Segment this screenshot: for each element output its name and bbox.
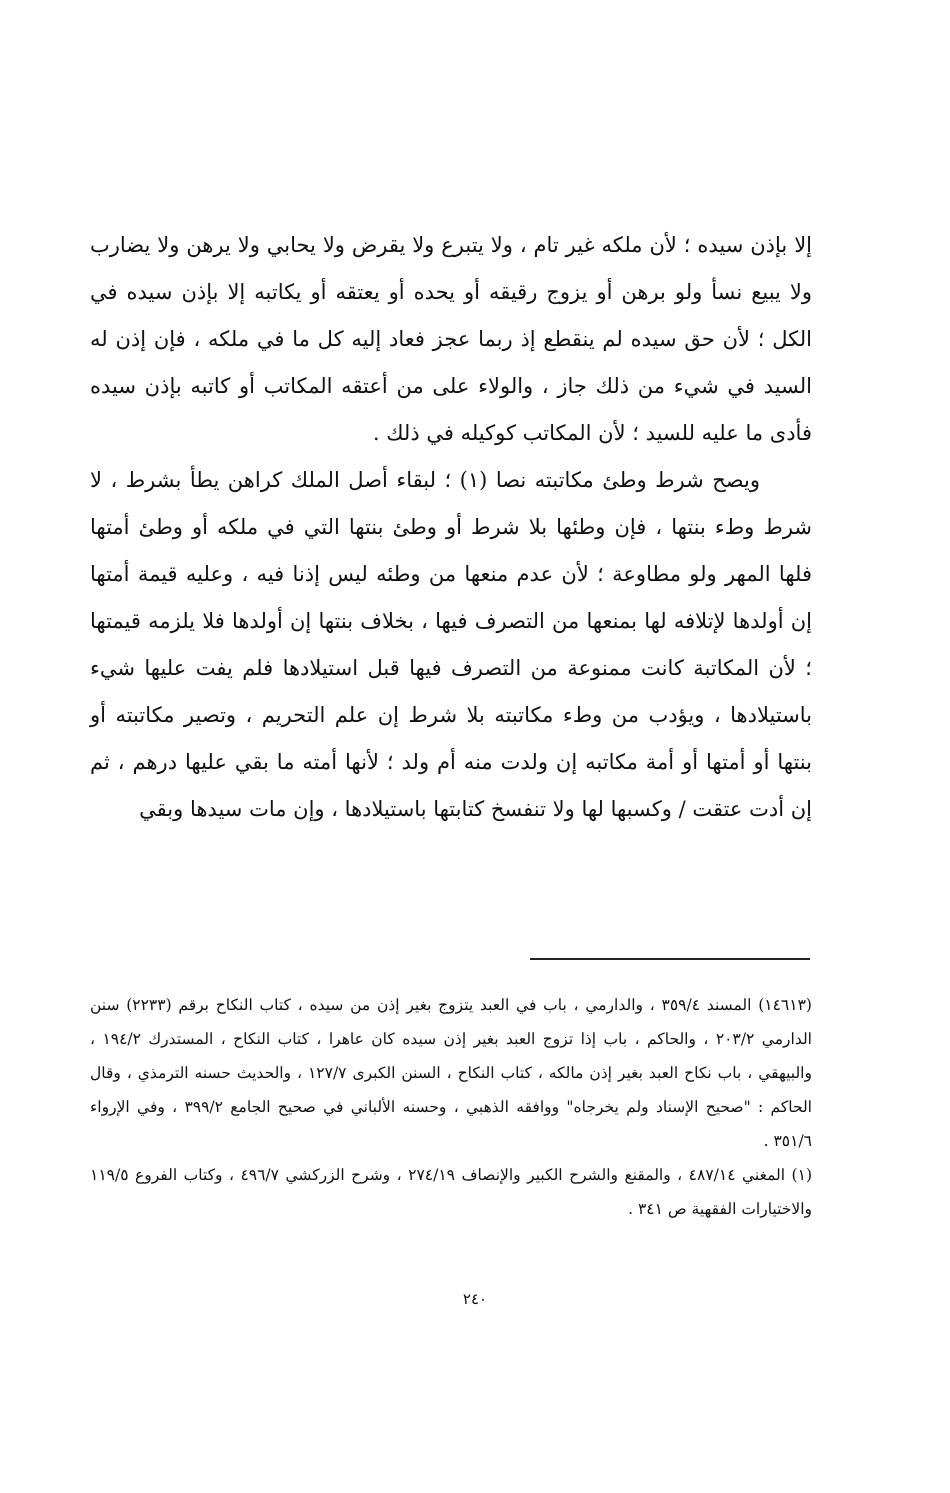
paragraph-2: ويصح شرط وطئ مكاتبته نصا (١) ؛ لبقاء أصل الملك كراهن يطأ بشرط ، لا شرط وطء بنتها ، فإن وطئها بلا شرط أو وطئ بنتها التي في ملكه أو وطئ أمتها فلها المهر ولو مطاوعة ؛ لأن عدم منعها من وطئه ليس إذنا فيه ، وعليه قيمة أمتها إن أولدها لإتلافه لها بمنعها من التصرف فيها ، بخلاف بنتها إن أولدها فلا يلزمه قيمتها ؛ لأن المكاتبة كانت ممنوعة من التصرف فيها قبل استيلادها فلم يفت عليها شيء باستيلادها ، ويؤدب من وطء مكاتبته بلا شرط إن علم التحريم ، وتصير مكاتبته أو بنتها أو أمتها أو أمة مكاتبه إن ولدت منه أم ولد ؛ لأنها أمته ما بقي عليها درهم ، ثم إن أدت عتقت / وكسبها لها ولا تنفسخ كتابتها باستيلادها ، وإن مات سيدها وبقي [90,468,813,821]
page-number: ٢٤٠ [462,1290,488,1308]
footnote-1: (١٤٦١٣) المسند ٣٥٩/٤ ، والدارمي ، باب في العبد يتزوج بغير إذن من سيده ، كتاب النكاح برقم (٢٢٣٣) سنن الدارمي ٢٠٣/٢ ، والحاكم ، باب إذا تزوج العبد بغير إذن سيده كان عاهرا ، كتاب النكاح ، المستدرك ١٩٤/٢ ، والبيهقي ، باب نكاح العبد بغير إذن مالكه ، كتاب النكاح ، السنن الكبرى ١٢٧/٧ ، والحديث حسنه الترمذي ، وقال الحاكم : "صحيح الإسناد ولم يخرجاه" ووافقه الذهبي ، وحسنه الألباني في صحيح الجامع ٣٩٩/٢ ، وفي الإرواء ٣٥١/٦ . [90,996,812,1150]
paragraph-1: إلا بإذن سيده ؛ لأن ملكه غير تام ، ولا يتبرع ولا يقرض ولا يحابي ولا يرهن ولا يضارب ولا يبيع نسأ ولو برهن أو يزوج رقيقه أو يحده أو يعتقه أو يكاتبه إلا بإذن سيده في الكل ؛ لأن حق سيده لم ينقطع إذ ربما عجز فعاد إليه كل ما في ملكه ، فإن إذن له السيد في شيء من ذلك جاز ، والولاء على من أعتقه المكاتب أو كاتبه بإذن سيده فأدى ما عليه للسيد ؛ لأن المكاتب كوكيله في ذلك . [90,233,812,445]
footnote-2: (١) المغني ٤٨٧/١٤ ، والمقنع والشرح الكبير والإنصاف ٢٧٤/١٩ ، وشرح الزركشي ٤٩٦/٧ ، وكتاب الفروع ١١٩/٥ والاختيارات الفقهية ص ٣٤١ . [90,1166,812,1218]
footnotes [90,988,812,1226]
footnote-separator [530,958,810,960]
main-text [90,222,812,833]
